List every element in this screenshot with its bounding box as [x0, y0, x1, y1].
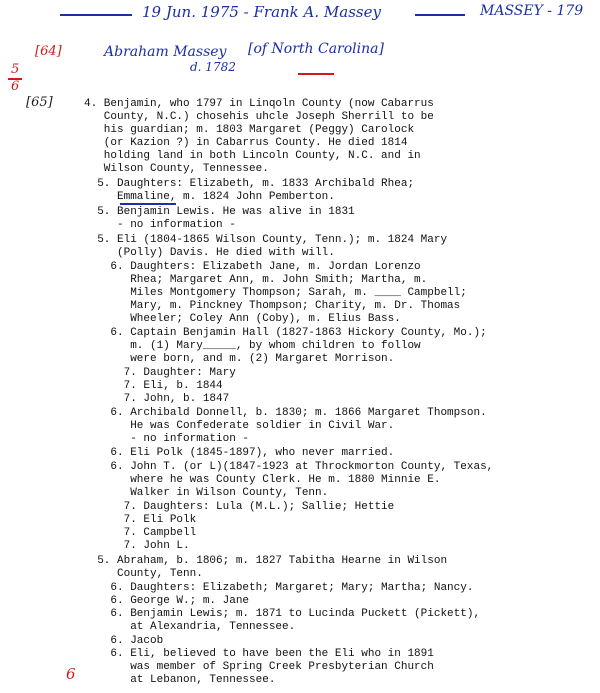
text-line: 6. Captain Benjamin Hall (1827-1863 Hickory County, Mo.);	[84, 327, 487, 339]
ancestor-place: [of North Carolina]	[248, 41, 384, 57]
text-line: holding land in both Lincoln County, N.C. and in	[84, 150, 421, 162]
ancestor-underline	[298, 73, 334, 75]
text-line: - no information -	[84, 433, 250, 445]
text-line: 6. Benjamin Lewis; m. 1871 to Lucinda Puckett (Pickett),	[84, 608, 481, 620]
text-line: 5. Abraham, b. 1806; m. 1827 Tabitha Hearne in Wilson	[84, 555, 448, 567]
text-line: (Polly) Davis. He died with will.	[84, 247, 335, 259]
text-line: Wilson County, Tennessee.	[84, 163, 269, 175]
header-rule-left	[60, 14, 132, 16]
text-line: 6. Daughters: Elizabeth Jane, m. Jordan Lorenzo	[84, 261, 421, 273]
text-line: 7. Daughter: Mary	[84, 367, 236, 379]
text-line: County, Tenn.	[84, 568, 203, 580]
text-line: 7. Eli, b. 1844	[84, 380, 223, 392]
text-line: (or Kazion ?) in Cabarrus County. He died 1814	[84, 137, 408, 149]
text-line: County, N.C.) chosehis uhcle Joseph Sherrill to be	[84, 111, 434, 123]
text-line: 7. Daughters: Lula (M.L.); Sallie; Hettie	[84, 501, 395, 513]
text-line: Miles Montgomery Thompson; Sarah, m. ____ Campbell;	[84, 287, 467, 299]
text-line: Walker in Wilson County, Tenn.	[84, 487, 329, 499]
text-line: 7. Campbell	[84, 527, 197, 539]
text-line: 6. Archibald Donnell, b. 1830; m. 1866 Margaret Thompson.	[84, 407, 487, 419]
text-line: 6. George W.; m. Jane	[84, 595, 250, 607]
text-line: 5. Eli (1804-1865 Wilson County, Tenn.); m. 1824 Mary	[84, 234, 448, 246]
text-line: was member of Spring Creek Presbyterian Church	[84, 661, 434, 673]
text-line: 6. Eli, believed to have been the Eli who in 1891	[84, 648, 434, 660]
text-line: 5. Daughters: Elizabeth, m. 1833 Archibald Rhea;	[84, 178, 415, 190]
ancestor-name: Abraham Massey	[104, 44, 227, 60]
header-rule-mid	[415, 14, 465, 16]
text-line: where he was County Clerk. He m. 1880 Minnie E.	[84, 474, 441, 486]
text-line: - no information -	[84, 219, 236, 231]
text-line: 6. Jacob	[84, 635, 164, 647]
text-line: 6. John T. (or L)(1847-1923 at Throckmorton County, Texas,	[84, 461, 494, 473]
text-line: Emmaline, m. 1824 John Pemberton.	[84, 191, 335, 203]
text-line: at Lebanon, Tennessee.	[84, 674, 276, 686]
fraction-top: 5	[11, 62, 20, 77]
emmaline-underline	[120, 203, 176, 205]
text-line: He was Confederate soldier in Civil War.	[84, 420, 395, 432]
text-line: 4. Benjamin, who 1797 in Linqoln County (now Cabarrus	[84, 98, 434, 110]
header-code: MASSEY - 179	[480, 3, 584, 19]
header-date-author: 19 Jun. 1975 - Frank A. Massey	[142, 3, 381, 21]
text-line: 6. Daughters: Elizabeth; Margaret; Mary; Martha; Nancy.	[84, 582, 474, 594]
text-line: his guardian; m. 1803 Margaret (Peggy) Carolock	[84, 124, 415, 136]
text-line: 7. John L.	[84, 540, 190, 552]
text-line: m. (1) Mary_____, by whom children to follow	[84, 340, 421, 352]
text-line: at Alexandria, Tennessee.	[84, 621, 296, 633]
text-line: 6. Eli Polk (1845-1897), who never married.	[84, 447, 395, 459]
text-line: Wheeler; Coley Ann (Coby), m. Elius Bass.	[84, 313, 401, 325]
fraction-bottom: 6	[11, 79, 20, 94]
ancestor-death: d. 1782	[190, 60, 236, 74]
text-line: 5. Benjamin Lewis. He was alive in 1831	[84, 206, 355, 218]
text-line: were born, and m. (2) Margaret Morrison.	[84, 353, 395, 365]
margin-6: 6	[66, 665, 76, 683]
text-line: 7. John, b. 1847	[84, 393, 230, 405]
text-line: 7. Eli Polk	[84, 514, 197, 526]
text-line: Mary, m. Pinckney Thompson; Charity, m. Dr. Thomas	[84, 300, 461, 312]
text-line: Rhea; Margaret Ann, m. John Smith; Martha, m.	[84, 274, 428, 286]
bracket-64: [64]	[35, 44, 62, 59]
bracket-65: [65]	[26, 95, 53, 110]
